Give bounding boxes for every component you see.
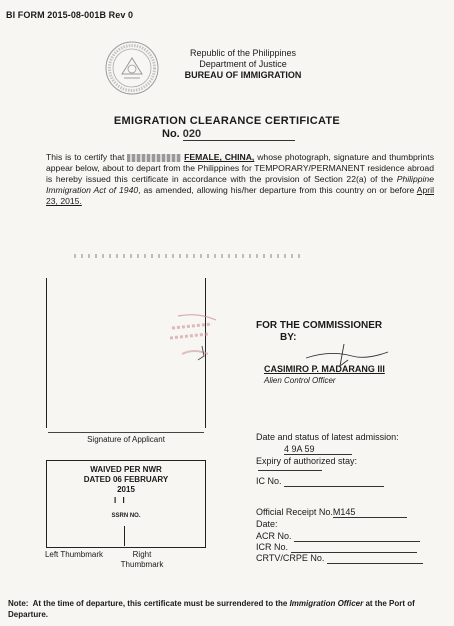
thumbprint-divider [124,526,125,546]
certificate-number-value: 020 [183,128,295,141]
receipt-date-label: Date: [256,519,278,529]
applicant-signature-line [48,432,204,433]
note-label: Note: [8,599,29,608]
ic-row [256,476,384,487]
acr-row [256,531,420,542]
receipt-label: Official Receipt No. [256,507,333,517]
icr-row [256,542,417,553]
receipt-row [256,507,407,518]
left-thumb-label: Left Thumbmark [44,550,104,559]
body-date: April 23, 2015. [46,185,434,206]
receipt-value: M145 [333,507,407,518]
form-id: BI FORM 2015-08-001B Rev 0 [6,10,134,20]
faint-divider [74,254,302,258]
right-thumb-label: Right Thumbmark [120,550,164,569]
waived-note [46,465,206,495]
admission-label: Date and status of latest admission: [256,432,399,442]
body-part2: whose photograph, signature and thumbprints appear below, about to depart from the Philippines for TEMPORARY/PERMANENT residence abroad is hereby issued this certificate in accordance with the provision of Section 22(a) of the [46,152,435,184]
ssrn-label: SSRN NO. [111,513,141,519]
officer-name: CASIMIRO P. MADARANG III [264,364,385,374]
note-text: At the time of departure, this certificate must be surrendered to the [32,599,288,608]
applicant-signature-label: Signature of Applicant [87,435,165,444]
bureau-seal-icon [104,40,160,96]
waived-line2: DATED 06 FEBRUARY [83,475,169,484]
crtv-line [327,553,423,564]
footer-note [8,598,438,620]
ic-line [284,476,384,487]
body-name-suffix: FEMALE, CHINA, [184,152,255,162]
crtv-row [256,553,423,564]
expiry-label: Expiry of authorized stay: [256,456,358,466]
certificate-number [162,128,295,141]
certificate-body [46,152,434,207]
officer-title: Alien Control Officer [264,376,336,385]
certificate-number-label: No. [162,128,180,140]
stamp-icon [168,310,222,370]
note-officer: Immigration Officer [289,599,364,608]
body-part3: , as amended, allowing his/her departure from this country on or before [138,185,415,195]
waived-line1: WAIVED PER NWR [90,465,162,474]
crtv-label: CRTV/CRPE No. [256,553,325,563]
acr-line [294,531,420,542]
icr-line [291,542,417,553]
note-text-end: at the Port of Departure. [8,599,415,619]
commissioner-by: BY: [280,332,297,343]
commissioner-line1: FOR THE COMMISSIONER [256,320,383,331]
republic-text: Republic of the Philippines [189,48,297,58]
body-part1: This is to certify that [46,152,125,162]
ic-label: IC No. [256,476,282,486]
certificate-title: EMIGRATION CLEARANCE CERTIFICATE [113,115,341,127]
redacted-name [127,154,181,162]
icr-label: ICR No. [256,542,289,552]
admission-value: 4 9A 59 [284,444,352,455]
waived-line3: 2015 [117,485,135,494]
thumb-ticks: I I [114,496,127,505]
department-text: Department of Justice [199,59,287,69]
header-block [172,48,314,81]
acr-label: ACR No. [256,531,292,541]
body-act-name: Philippine Immigration Act of 1940 [46,174,434,195]
bureau-text: BUREAU OF IMMIGRATION [184,70,302,80]
expiry-line [258,470,322,471]
